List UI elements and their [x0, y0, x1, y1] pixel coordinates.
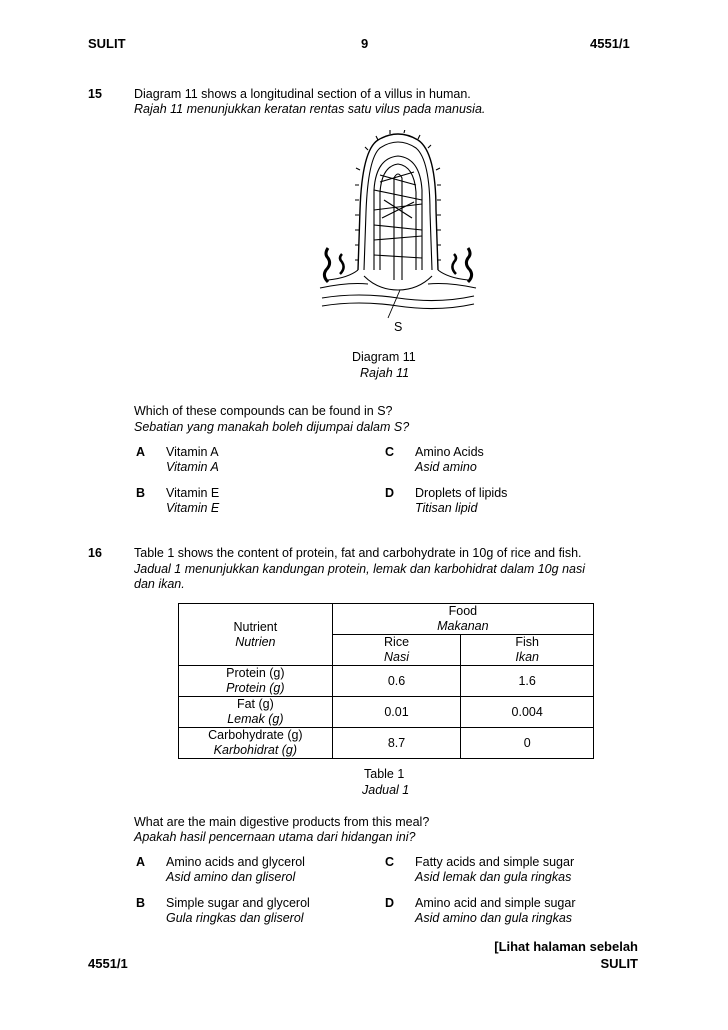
- table-1-caption-ms: Jadual 1: [362, 783, 410, 797]
- q15-option-a-letter[interactable]: A: [136, 445, 146, 459]
- nutrient-header: Nutrient Nutrien: [179, 604, 333, 666]
- label-s: S: [394, 320, 403, 334]
- villus-diagram: [318, 130, 478, 320]
- q15-option-d-letter[interactable]: D: [385, 486, 395, 500]
- q16-stem-ms-1: Jadual 1 menunjukkan kandungan protein, lemak dan karbohidrat dalam 10g nasi: [134, 562, 585, 576]
- q15-question-en: Which of these compounds can be found in S?: [134, 404, 393, 418]
- q15-option-b-letter[interactable]: B: [136, 486, 146, 500]
- q16-option-a-en: Amino acids and glycerol: [166, 855, 305, 869]
- turn-page-note: [Lihat halaman sebelah: [494, 939, 638, 954]
- q16-option-b-ms: Gula ringkas dan gliserol: [166, 911, 304, 925]
- q15-option-c-en: Amino Acids: [415, 445, 484, 459]
- q15-stem-en: Diagram 11 shows a longitudinal section of a villus in human.: [134, 87, 471, 101]
- table-row: Fat (g) Lemak (g) 0.01 0.004: [179, 697, 594, 728]
- q16-stem-ms-2: dan ikan.: [134, 577, 185, 591]
- q15-option-b-ms: Vitamin E: [166, 501, 220, 515]
- q15-option-d-en: Droplets of lipids: [415, 486, 508, 500]
- q16-option-b-en: Simple sugar and glycerol: [166, 896, 310, 910]
- q16-option-c-letter[interactable]: C: [385, 855, 395, 869]
- nutrient-table: [178, 603, 594, 759]
- q16-question-ms: Apakah hasil pencernaan utama dari hidangan ini?: [134, 830, 416, 844]
- q15-option-c-letter[interactable]: C: [385, 445, 395, 459]
- q16-option-c-en: Fatty acids and simple sugar: [415, 855, 575, 869]
- q16-option-a-ms: Asid amino dan gliserol: [166, 870, 296, 884]
- rice-header: Rice Nasi: [332, 635, 461, 666]
- q16-option-a-letter[interactable]: A: [136, 855, 146, 869]
- diagram-11-caption-ms: Rajah 11: [360, 366, 410, 380]
- q15-option-d-ms: Titisan lipid: [415, 501, 478, 515]
- q16-question-en: What are the main digestive products from this meal?: [134, 815, 430, 829]
- q16-stem-en: Table 1 shows the content of protein, fat and carbohydrate in 10g of rice and fish.: [134, 546, 582, 560]
- food-header: Food Makanan: [332, 604, 593, 635]
- table-row: Carbohydrate (g) Karbohidrat (g) 8.7 0: [179, 728, 594, 759]
- q15-option-a-ms: Vitamin A: [166, 460, 219, 474]
- q16-option-d-letter[interactable]: D: [385, 896, 395, 910]
- footer-sulit: SULIT: [600, 956, 638, 971]
- header-sulit: SULIT: [88, 36, 126, 51]
- table-1-caption-en: Table 1: [364, 767, 405, 781]
- q15-option-b-en: Vitamin E: [166, 486, 220, 500]
- diagram-11-caption-en: Diagram 11: [352, 350, 416, 364]
- q15-number: 15: [88, 87, 102, 101]
- q15-question-ms: Sebatian yang manakah boleh dijumpai dalam S?: [134, 420, 410, 434]
- q16-option-d-en: Amino acid and simple sugar: [415, 896, 576, 910]
- q16-option-c-ms: Asid lemak dan gula ringkas: [415, 870, 572, 884]
- footer-code: 4551/1: [88, 956, 128, 971]
- q16-number: 16: [88, 546, 102, 560]
- q16-option-d-ms: Asid amino dan gula ringkas: [415, 911, 573, 925]
- table-row: Protein (g) Protein (g) 0.6 1.6: [179, 666, 594, 697]
- page-number: 9: [361, 36, 369, 51]
- q15-option-a-en: Vitamin A: [166, 445, 219, 459]
- q16-option-b-letter[interactable]: B: [136, 896, 146, 910]
- fish-header: Fish Ikan: [461, 635, 594, 666]
- q15-option-c-ms: Asid amino: [415, 460, 477, 474]
- q15-stem-ms: Rajah 11 menunjukkan keratan rentas satu vilus pada manusia.: [134, 102, 486, 116]
- header-code: 4551/1: [590, 36, 630, 51]
